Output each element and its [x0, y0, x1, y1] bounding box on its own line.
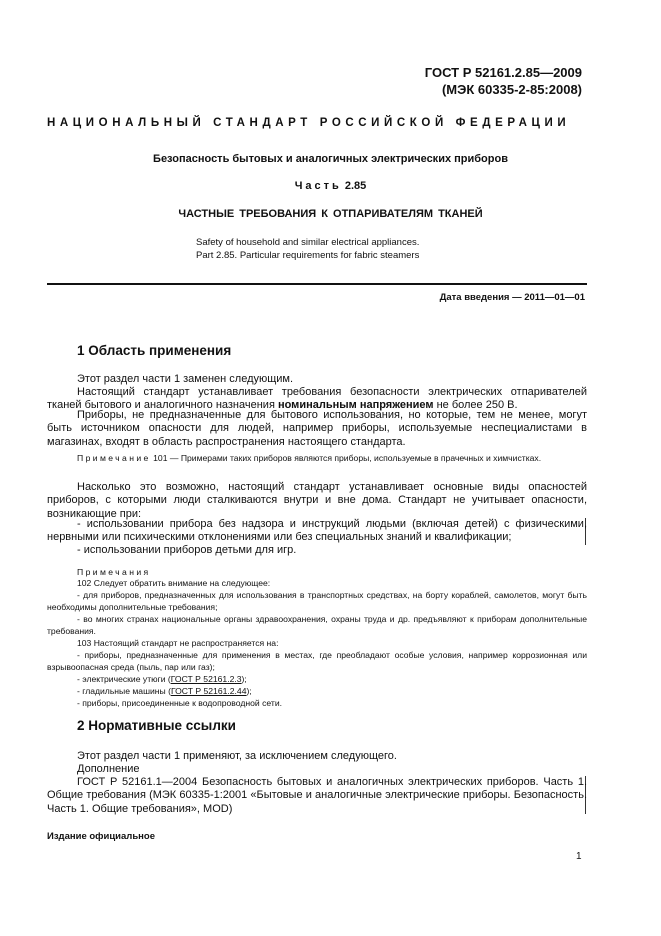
edition-label: Издание официальное: [47, 831, 155, 842]
section-1-heading: 1 Область применения: [77, 343, 232, 358]
s1-paragraph-3: Приборы, не предназначенные для бытового использования, но которые, тем не менее, могут быть источником опасности для людей, например приборы, используемые неспециалистами в магазинах, входят в область распространения настоящего стандарта.: [47, 409, 587, 448]
standard-designation: [425, 64, 582, 98]
s1-p2-text: Настоящий стандарт устанавливает требования безопасности электрических отпаривателей тканей бытового и аналогичного назначения: [47, 386, 587, 412]
s2-paragraph-2: Дополнение: [77, 763, 140, 775]
divider: [47, 283, 587, 285]
note-101: [47, 452, 587, 464]
introduction-date: Дата введения — 2011—01—01: [439, 292, 585, 303]
note-103-item-3-tail: );: [246, 686, 252, 696]
s1-paragraph-1: Этот раздел части 1 заменен следующим.: [77, 373, 294, 385]
english-title-line-2: Part 2.85. Particular requirements for fabric steamers: [196, 250, 420, 261]
s1-p2-tail: не более 250 В.: [433, 399, 518, 412]
notes-label: Примечания: [77, 567, 151, 577]
s1-p2-term: номинальным напряжением: [277, 399, 434, 412]
document-subtitle: ЧАСТНЫЕ ТРЕБОВАНИЯ К ОТПАРИВАТЕЛЯМ ТКАНЕЙ: [178, 208, 483, 220]
note-102: 102 Следует обратить внимание на следующее:: [77, 578, 271, 588]
note-101-text: 101 — Примерами таких приборов являются приборы, используемые в прачечных и химчистках.: [150, 453, 542, 463]
s1-paragraph-4: Насколько это возможно, настоящий стандарт устанавливает основные виды опасностей приборов, с которыми люди сталкиваются внутри и вне дома. Стандарт не учитывает опасности, возникающие при:: [47, 481, 587, 520]
note-103-item-3: [47, 685, 587, 697]
part-number: [0, 180, 661, 192]
document-title: Безопасность бытовых и аналогичных электрических приборов: [153, 153, 508, 165]
note-102-item-2: - во многих странах национальные органы здравоохранения, охраны труда и др. предъявляют к приборам дополнительные требования.: [47, 614, 587, 636]
s1-bullet-1: - использовании прибора без надзора и инструкций людьми (включая детей) с физическими, нервными или психическими отклонениями или без специальных знаний и квалификации;: [47, 518, 587, 544]
gost-52161-2-3-link[interactable]: ГОСТ Р 52161.2.3: [170, 674, 242, 684]
note-102-item-1: - для приборов, предназначенных для использования в транспортных средствах, на борту кораблей, самолетов, могут быть необходимы дополнительные требования;: [47, 590, 587, 612]
iec-code: (МЭК 60335-2-85:2008): [441, 82, 582, 97]
note-103-item-2-tail: );: [241, 674, 247, 684]
note-103-item-3-text: - гладильные машины (: [77, 686, 171, 696]
note-103-item-2: [47, 673, 587, 685]
note-103-item-2-text: - электрические утюги (: [77, 674, 171, 684]
section-2-heading: 2 Нормативные ссылки: [77, 718, 236, 733]
note-103-item-4: - приборы, присоединенные к водопроводной сети.: [77, 698, 283, 708]
gost-52161-2-44-link[interactable]: ГОСТ Р 52161.2.44: [170, 686, 247, 696]
s2-paragraph-1: Этот раздел части 1 применяют, за исключением следующего.: [77, 750, 397, 762]
part-value: 2.85: [344, 180, 367, 192]
s2-paragraph-3: ГОСТ Р 52161.1—2004 Безопасность бытовых и аналогичных электрических приборов. Часть 1. Общие требования (МЭК 60335-1:2001 «Бытовые и аналогичные электрические приборы. Безопасность. Часть 1. Общие требования», MOD): [47, 776, 587, 815]
note-103-item-1: - приборы, предназначенные для применения в местах, где преобладают особые условия, например коррозионная или взрывоопасная среда (пыль, пар или газ);: [47, 650, 587, 672]
s1-bullet-2: - использовании приборов детьми для игр.: [77, 544, 297, 556]
page-number: 1: [576, 851, 582, 862]
english-title: [196, 236, 419, 262]
part-word: Часть: [294, 180, 342, 192]
note-103: 103 Настоящий стандарт не распространяется на:: [77, 638, 279, 648]
english-title-line-1: Safety of household and similar electrical appliances.: [196, 237, 420, 248]
national-standard-banner: НАЦИОНАЛЬНЫЙ СТАНДАРТ РОССИЙСКОЙ ФЕДЕРАЦИИ: [47, 117, 571, 129]
note-101-label: Примечание: [77, 453, 151, 463]
gost-code: ГОСТ Р 52161.2.85—2009: [424, 65, 582, 80]
